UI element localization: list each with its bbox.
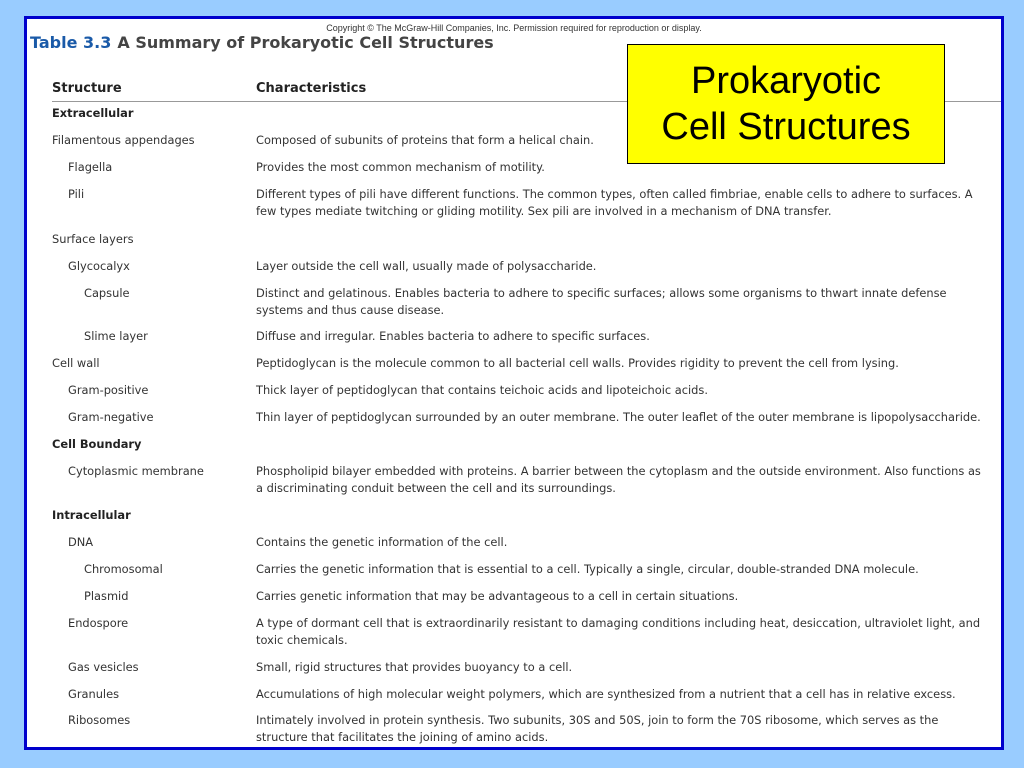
characteristics-cell: Carries genetic information that may be advantageous to a cell in certain situations. (256, 589, 739, 603)
structure-cell: Ribosomes (68, 713, 131, 727)
characteristics-cell: Different types of pili have different functions. The common types, often called fimbriae, enable cells to adhere to surfaces. A few types mediate twitching or gliding motility. Sex pili are involved in a mechanism of DNA transfer. (256, 187, 973, 218)
structure-cell: Endospore (68, 616, 129, 630)
slide-title-line-2: Cell Structures (661, 106, 911, 148)
column-header-structure: Structure (52, 81, 122, 96)
structure-cell: Gram-positive (68, 383, 149, 397)
characteristics-cell: A type of dormant cell that is extraordinarily resistant to damaging conditions including heat, desiccation, ultraviolet light, and toxic chemicals. (256, 616, 981, 647)
slide-title-callout (627, 44, 945, 164)
slide-title-line-1: Prokaryotic (690, 60, 882, 102)
structure-cell: Slime layer (84, 329, 148, 343)
structure-cell: Pili (68, 187, 85, 201)
structure-cell: Flagella (68, 160, 113, 174)
column-header-characteristics: Characteristics (256, 81, 367, 96)
structure-cell: Cytoplasmic membrane (68, 464, 204, 478)
characteristics-cell: Provides the most common mechanism of motility. (256, 160, 545, 174)
structure-cell: Granules (68, 687, 120, 701)
table-title-text: A Summary of Prokaryotic Cell Structures (117, 33, 494, 52)
copyright-notice: Copyright © The McGraw-Hill Companies, Inc. Permission required for reproduction or display. (326, 23, 702, 33)
characteristics-cell: Intimately involved in protein synthesis. Two subunits, 30S and 50S, join to form the 70S ribosome, which serves as the structure that facilitates the joining of amino acids. (256, 713, 939, 744)
structure-cell: Cell wall (52, 356, 100, 370)
structure-cell: DNA (68, 535, 94, 549)
characteristics-cell: Composed of subunits of proteins that form a helical chain. (256, 133, 594, 147)
structure-cell: Plasmid (84, 589, 129, 603)
structure-cell: Capsule (84, 286, 130, 300)
structure-cell: Gas vesicles (68, 660, 139, 674)
structure-cell: Gram-negative (68, 410, 154, 424)
characteristics-cell: Small, rigid structures that provides buoyancy to a cell. (256, 660, 573, 674)
structure-cell: Intracellular (52, 508, 131, 522)
characteristics-cell: Distinct and gelatinous. Enables bacteria to adhere to specific surfaces; allows some organisms to thwart innate defense systems and thus cause disease. (256, 286, 947, 317)
structure-cell: Extracellular (52, 106, 134, 120)
structure-cell: Cell Boundary (52, 437, 142, 451)
structure-cell: Surface layers (52, 232, 134, 246)
structure-cell: Filamentous appendages (52, 133, 195, 147)
table-number: Table 3.3 (30, 33, 112, 52)
structure-cell: Glycocalyx (68, 259, 130, 273)
characteristics-cell: Layer outside the cell wall, usually made of polysaccharide. (256, 259, 597, 273)
characteristics-cell: Thin layer of peptidoglycan surrounded by an outer membrane. The outer leaflet of the outer membrane is lipopolysaccharide. (256, 410, 981, 424)
structure-cell: Chromosomal (84, 562, 163, 576)
characteristics-cell: Thick layer of peptidoglycan that contains teichoic acids and lipoteichoic acids. (256, 383, 708, 397)
table-title (30, 33, 494, 52)
characteristics-cell: Diffuse and irregular. Enables bacteria to adhere to specific surfaces. (256, 329, 650, 343)
characteristics-cell: Peptidoglycan is the molecule common to all bacterial cell walls. Provides rigidity to prevent the cell from lysing. (256, 356, 899, 370)
characteristics-cell: Accumulations of high molecular weight polymers, which are synthesized from a nutrient that a cell has in relative excess. (256, 687, 956, 701)
characteristics-cell: Contains the genetic information of the cell. (256, 535, 508, 549)
characteristics-cell: Carries the genetic information that is essential to a cell. Typically a single, circular, double-stranded DNA molecule. (256, 562, 919, 576)
characteristics-cell: Phospholipid bilayer embedded with proteins. A barrier between the cytoplasm and the outside environment. Also functions as a discriminating conduit between the cell and its surroundings. (256, 464, 981, 495)
